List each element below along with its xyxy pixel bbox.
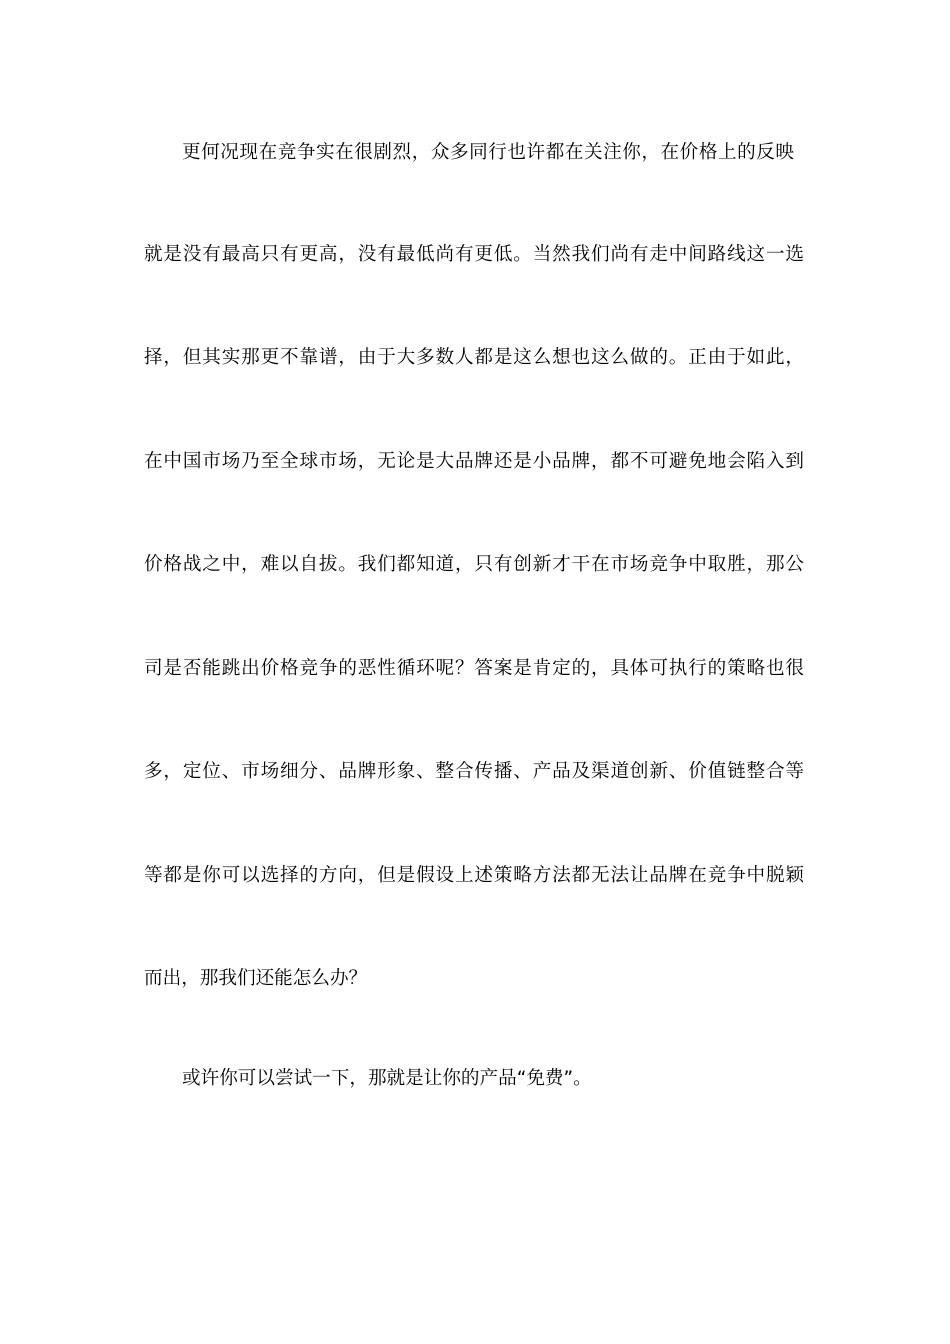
paragraph-1-line-4: 在中国市场乃至全球市场，无论是大品牌还是小品牌，都不可避免地会陷入到	[144, 451, 804, 472]
paragraph-1-line-1: 更何况现在竞争实在很剧烈，众多同行也许都在关注你，在价格上的反映	[182, 142, 794, 163]
paragraph-1-line-5: 价格战之中，难以自拔。我们都知道，只有创新才干在市场竞争中取胜，那公	[144, 554, 804, 575]
paragraph-2-line-1: 或许你可以尝试一下，那就是让你的产品“免费”。	[182, 1068, 592, 1089]
paragraph-1-line-6: 司是否能跳出价格竞争的恶性循环呢？答案是肯定的，具体可执行的策略也很	[144, 658, 804, 679]
paragraph-1-line-2: 就是没有最高只有更高，没有最低尚有更低。当然我们尚有走中间路线这一选	[144, 244, 804, 265]
paragraph-1-line-3: 择，但其实那更不靠谱，由于大多数人都是这么想也这么做的。正由于如此，	[144, 347, 804, 368]
paragraph-1-line-8: 等都是你可以选择的方向，但是假设上述策略方法都无法让品牌在竞争中脱颖	[144, 865, 804, 886]
paragraph-1-line-7: 多，定位、市场细分、品牌形象、整合传播、产品及渠道创新、价值链整合等	[144, 761, 804, 782]
paragraph-1-line-9: 而出，那我们还能怎么办？	[144, 968, 368, 989]
